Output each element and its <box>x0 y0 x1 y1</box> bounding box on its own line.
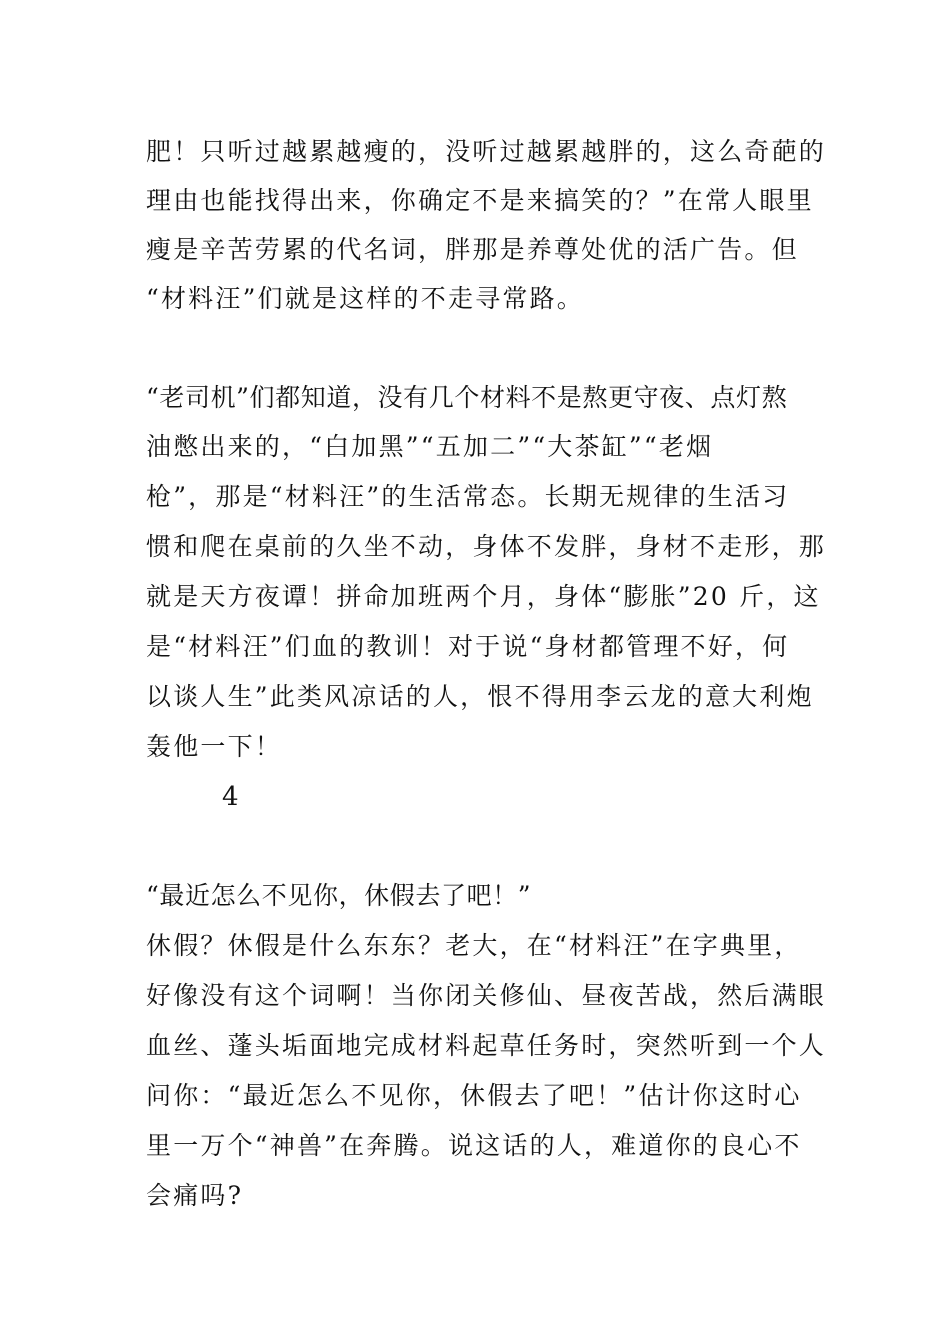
paragraph-2-line-5: 就是天方夜谭！拼命加班两个月，身体“膨胀”20 斤，这 <box>146 582 821 611</box>
paragraph-3-line-4: 问你：“最近怎么不见你，休假去了吧！”估计你这时心 <box>146 1081 802 1110</box>
paragraph-2-line-4: 惯和爬在桌前的久坐不动，身体不发胖，身材不走形，那 <box>146 532 827 561</box>
paragraph-3-line-6: 会痛吗? <box>146 1181 244 1210</box>
paragraph-1-line-1: 肥！只听过越累越瘦的，没听过越累越胖的，这么奇葩的 <box>146 137 827 166</box>
paragraph-3-line-5: 里一万个“神兽”在奔腾。说这话的人，难道你的良心不 <box>146 1131 802 1160</box>
paragraph-2-line-8: 轰他一下！ <box>146 732 283 761</box>
paragraph-1-line-4: “材料汪”们就是这样的不走寻常路。 <box>146 284 584 313</box>
quote-heading: “最近怎么不见你，休假去了吧！” <box>146 881 532 910</box>
paragraph-2-line-6: 是“材料汪”们血的教训！对于说“身材都管理不好，何 <box>146 632 790 661</box>
paragraph-2-line-1: “老司机”们都知道，没有几个材料不是熬更守夜、点灯熬 <box>146 383 788 412</box>
paragraph-3-line-2: 好像没有这个词啊！当你闭关修仙、昼夜苦战，然后满眼 <box>146 981 827 1010</box>
paragraph-3-line-1: 休假？休假是什么东东？老大，在“材料汪”在字典里， <box>146 931 802 960</box>
paragraph-2-line-7: 以谈人生”此类风凉话的人，恨不得用李云龙的意大利炮 <box>146 682 814 711</box>
paragraph-2-line-2: 油憋出来的，“白加黑”“五加二”“大茶缸”“老烟 <box>146 432 714 461</box>
paragraph-2-line-3: 枪”，那是“材料汪”的生活常态。长期无规律的生活习 <box>146 482 790 511</box>
paragraph-1-line-3: 瘦是辛苦劳累的代名词，胖那是养尊处优的活广告。但 <box>146 235 799 264</box>
paragraph-1-line-2: 理由也能找得出来，你确定不是来搞笑的？”在常人眼里 <box>146 186 814 215</box>
paragraph-3-line-3: 血丝、蓬头垢面地完成材料起草任务时，突然听到一个人 <box>146 1031 827 1060</box>
section-number: 4 <box>222 782 239 812</box>
